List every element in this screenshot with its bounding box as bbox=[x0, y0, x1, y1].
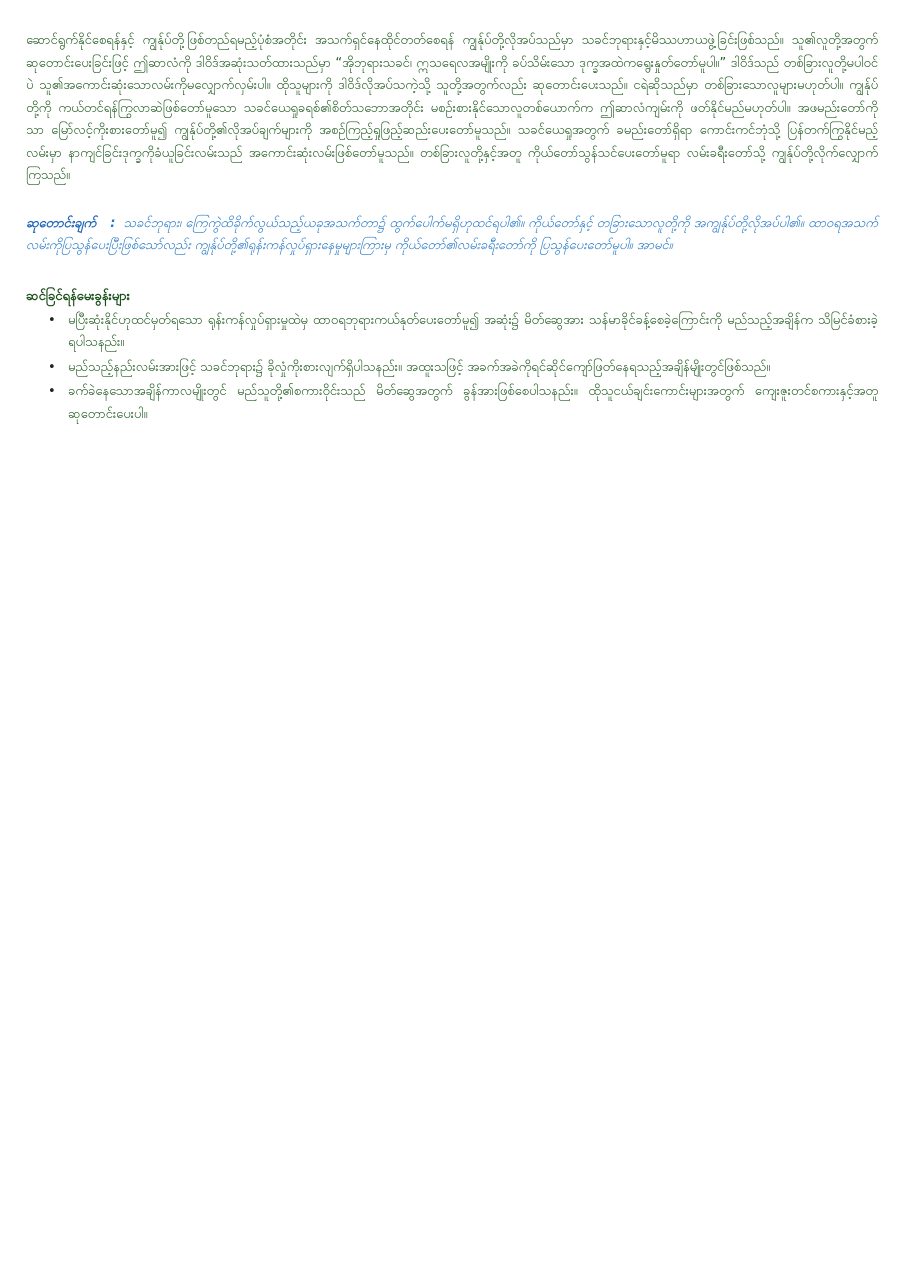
question-text: မပြီးဆုံးနိုင်ဟုထင်မှတ်ရသော ရုန်းကန်လှုပ်ရှားမှုထဲမှ ထာဝရဘုရားကယ်နုတ်ပေးတော်မူ၍ အဆုံး၌ မိတ်ဆွေအား သန်မာခိုင်ခန့်စေခဲ့ကြောင်းကို မည်သည့်အချိန်က သိမြင်ခံစားခဲ့ရပါသနည်း။ bbox=[68, 312, 878, 350]
question-item bbox=[26, 357, 878, 380]
page-content bbox=[26, 30, 878, 428]
question-item bbox=[26, 381, 878, 426]
prayer-block bbox=[26, 213, 878, 258]
bullet-icon: • bbox=[48, 359, 56, 375]
body-paragraph: ဆောင်ရွက်နိုင်စေရန်နှင့် ကျွန်ုပ်တို့ဖြစ်တည်ရမည့်ပုံစံအတိုင်း အသက်ရှင်နေထိုင်တတ်စေရန် ကျွန်ုပ်တို့လိုအပ်သည်မှာ သခင်ဘုရားနှင့်မိဿဟာယဖွဲ့ခြင်းဖြစ်သည်။ သူ၏လူတို့အတွက် ဆုတောင်းပေးခြင်းဖြင့် ဤဆာလံကို ဒါဝိဒ်အဆုံးသတ်ထားသည်မှာ “အိုဘုရားသခင်၊ ဣသရေလအမျိုးကို ခပ်သိမ်းသော ဒုက္ခအထဲကရွေးနှုတ်တော်မူပါ။” ဒါဝိဒ်သည် တစ်ခြားလူတို့မပါဝင်ပဲ သူ၏အကောင်းဆုံးသောလမ်းကိုမလျှောက်လှမ်းပါ။ ထိုသူများကို ဒါဝိဒ်လိုအပ်သကဲ့သို့ သူတို့အတွက်လည်း ဆုတောင်းပေးသည်။ ငရဲဆိုသည်မှာ တစ်ခြားသောလူများမဟုတ်ပါ။ ကျွန်ုပ်တို့ကို ကယ်တင်ရန်ကြွလာဆဲဖြစ်တော်မူသော သခင်ယေရှုခရစ်၏စိတ်သဘောအတိုင်း မစဉ်းစားနိုင်သောလူတစ်ယောက်က ဤဆာလံကျမ်းကို ဖတ်နိုင်မည်မဟုတ်ပါ။ အဖမည်းတော်ကိုသာ မြော်လင့်ကိုးစားတော်မူ၍ ကျွန်ုပ်တို့၏လိုအပ်ချက်များကို အစဉ်ကြည့်ရှုဖြည့်ဆည်းပေးတော်မူသည်။ သခင်ယေရှုအတွက် ခမည်းတော်ရှိရာ ကောင်းကင်ဘုံသို့ ပြန်တက်ကြွနိုင်မည့်လမ်းမှာ နာကျင်ခြင်းဒုက္ခကိုခံယူခြင်းလမ်းသည် အကောင်းဆုံးလမ်းဖြစ်တော်မူသည်။ တစ်ခြားလူတို့နှင့်အတူ ကိုယ်တော်သွန်သင်ပေးတော်မူရာ လမ်းခရီးတော်သို့ ကျွန်ုပ်တို့လိုက်လျှောက်ကြသည်။ bbox=[26, 33, 878, 183]
bullet-icon: • bbox=[48, 384, 56, 399]
questions-heading: ဆင်ခြင်ရန်မေးခွန်းများ bbox=[26, 288, 130, 304]
bullet-icon: • bbox=[48, 312, 56, 328]
prayer-text: သခင်ဘုရား၊ ကြေကွဲထိခိုက်လွယ်သည့်ယခုအသက်တာ၌ ထွက်ပေါက်မရှိဟုထင်ရပါ၏။ ကိုယ်တော်နှင့် တခြားသောလူတို့ကို အကျွန်ုပ်တို့လိုအပ်ပါ၏။ ထာဝရအသက်လမ်းကိုပြသွန်ပေးပြီးဖြစ်သော်လည်း ကျွန်ုပ်တို့၏ရုန်းကန်လှုပ်ရှားနေမှုများကြားမှ ကိုယ်တော်၏လမ်းခရီးတော်ကို ပြသွန်ပေးတော်မူပါ။ အာမင်။ bbox=[26, 215, 878, 253]
prayer-label: ဆုတောင်းချက် bbox=[26, 215, 97, 231]
question-text: မည်သည့်နည်းလမ်းအားဖြင့် သခင်ဘုရား၌ ခိုလှုံကိုးစားလျက်ရှိပါသနည်း။ အထူးသဖြင့် အခက်အခဲကိုရင်ဆိုင်ကျော်ဖြတ်နေရသည့်အချိန်မျိုးတွင်ဖြစ်သည်။ bbox=[68, 359, 771, 375]
questions-list bbox=[26, 310, 878, 427]
question-item bbox=[26, 310, 878, 355]
question-text: ခက်ခဲနေသောအချိန်ကာလမျိုးတွင် မည်သူတို့၏စကားဝိုင်းသည် မိတ်ဆွေအတွက် ခွန်အားဖြစ်စေပါသနည်း။ ထိုသူငယ်ချင်းကောင်းများအတွက် ကျေးဇူးတင်စကားနှင့်အတူ ဆုတောင်းပေးပါ။ bbox=[68, 384, 878, 422]
prayer-colon: : bbox=[110, 215, 116, 231]
